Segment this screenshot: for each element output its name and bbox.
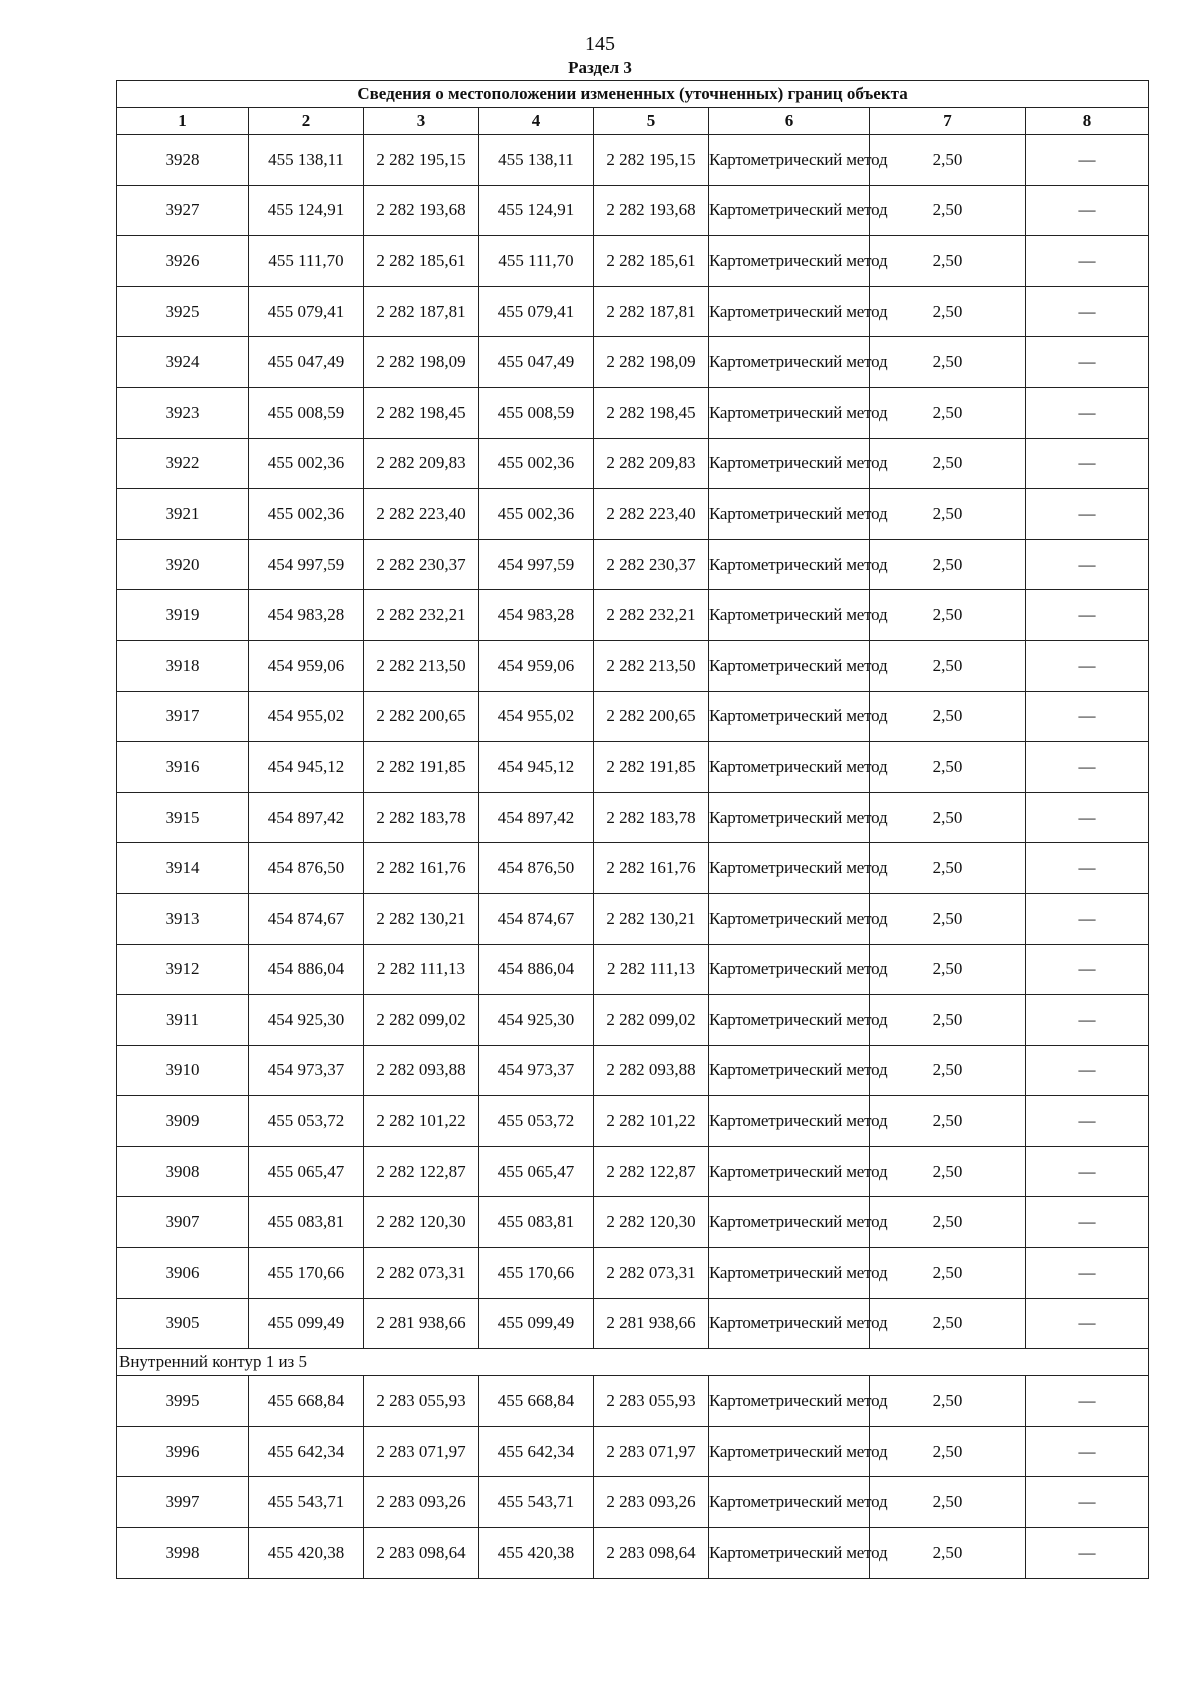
- cell-y-new: 2 282 161,76: [594, 843, 709, 894]
- cell-x-existing: 455 079,41: [249, 286, 364, 337]
- cell-col8: —: [1026, 640, 1149, 691]
- cell-method: Картометрический метод: [709, 489, 870, 540]
- column-number: 8: [1026, 108, 1149, 135]
- cell-y-existing: 2 282 187,81: [364, 286, 479, 337]
- cell-method: Картометрический метод: [709, 1426, 870, 1477]
- cell-method: Картометрический метод: [709, 1248, 870, 1299]
- cell-y-existing: 2 283 093,26: [364, 1477, 479, 1528]
- table-row: [117, 590, 1149, 641]
- table-row: [117, 944, 1149, 995]
- cell-x-existing: 454 897,42: [249, 792, 364, 843]
- cell-y-new: 2 282 073,31: [594, 1248, 709, 1299]
- column-number: 3: [364, 108, 479, 135]
- table-row: [117, 1045, 1149, 1096]
- cell-col8: —: [1026, 135, 1149, 186]
- cell-point-number: 3922: [117, 438, 249, 489]
- cell-method: Картометрический метод: [709, 1045, 870, 1096]
- cell-point-number: 3923: [117, 387, 249, 438]
- cell-y-existing: 2 282 193,68: [364, 185, 479, 236]
- cell-y-existing: 2 282 099,02: [364, 995, 479, 1046]
- table-row: [117, 1376, 1149, 1427]
- table-row: [117, 135, 1149, 186]
- cell-x-new: 454 959,06: [479, 640, 594, 691]
- cell-point-number: 3911: [117, 995, 249, 1046]
- cell-x-new: 454 886,04: [479, 944, 594, 995]
- table-body: [117, 135, 1149, 1349]
- cell-x-new: 455 138,11: [479, 135, 594, 186]
- cell-method: Картометрический метод: [709, 1096, 870, 1147]
- cell-col8: —: [1026, 742, 1149, 793]
- cell-col8: —: [1026, 843, 1149, 894]
- cell-accuracy: 2,50: [870, 1477, 1026, 1528]
- cell-x-new: 454 897,42: [479, 792, 594, 843]
- cell-x-existing: 455 420,38: [249, 1528, 364, 1579]
- cell-col8: —: [1026, 691, 1149, 742]
- cell-y-existing: 2 282 195,15: [364, 135, 479, 186]
- cell-col8: —: [1026, 1146, 1149, 1197]
- cell-x-existing: 454 983,28: [249, 590, 364, 641]
- table-row: [117, 489, 1149, 540]
- cell-accuracy: 2,50: [870, 691, 1026, 742]
- cell-col8: —: [1026, 1096, 1149, 1147]
- cell-x-new: 455 083,81: [479, 1197, 594, 1248]
- cell-x-new: 454 945,12: [479, 742, 594, 793]
- cell-x-existing: 454 997,59: [249, 539, 364, 590]
- cell-accuracy: 2,50: [870, 286, 1026, 337]
- cell-y-new: 2 283 098,64: [594, 1528, 709, 1579]
- cell-accuracy: 2,50: [870, 1528, 1026, 1579]
- cell-col8: —: [1026, 1426, 1149, 1477]
- cell-x-existing: 455 642,34: [249, 1426, 364, 1477]
- cell-method: Картометрический метод: [709, 843, 870, 894]
- cell-x-existing: 454 955,02: [249, 691, 364, 742]
- column-number: 4: [479, 108, 594, 135]
- cell-accuracy: 2,50: [870, 1298, 1026, 1349]
- contour-header-row: [117, 1349, 1149, 1376]
- cell-y-existing: 2 282 073,31: [364, 1248, 479, 1299]
- cell-y-new: 2 282 230,37: [594, 539, 709, 590]
- table-row: [117, 640, 1149, 691]
- cell-x-new: 455 111,70: [479, 236, 594, 287]
- cell-y-new: 2 282 185,61: [594, 236, 709, 287]
- cell-point-number: 3908: [117, 1146, 249, 1197]
- cell-y-new: 2 283 093,26: [594, 1477, 709, 1528]
- cell-point-number: 3906: [117, 1248, 249, 1299]
- cell-y-new: 2 282 101,22: [594, 1096, 709, 1147]
- cell-point-number: 3928: [117, 135, 249, 186]
- cell-y-existing: 2 282 200,65: [364, 691, 479, 742]
- cell-y-existing: 2 282 230,37: [364, 539, 479, 590]
- cell-x-new: 454 983,28: [479, 590, 594, 641]
- cell-x-existing: 455 099,49: [249, 1298, 364, 1349]
- cell-point-number: 3926: [117, 236, 249, 287]
- cell-col8: —: [1026, 438, 1149, 489]
- cell-point-number: 3921: [117, 489, 249, 540]
- cell-method: Картометрический метод: [709, 792, 870, 843]
- cell-y-existing: 2 282 185,61: [364, 236, 479, 287]
- cell-x-new: 454 955,02: [479, 691, 594, 742]
- table-row: [117, 843, 1149, 894]
- table-row: [117, 236, 1149, 287]
- cell-col8: —: [1026, 1248, 1149, 1299]
- table-row: [117, 1197, 1149, 1248]
- cell-x-existing: 454 925,30: [249, 995, 364, 1046]
- table-row: [117, 995, 1149, 1046]
- contour-label: Внутренний контур 1 из 5: [117, 1349, 1149, 1376]
- cell-y-new: 2 282 183,78: [594, 792, 709, 843]
- cell-point-number: 3920: [117, 539, 249, 590]
- cell-y-new: 2 282 193,68: [594, 185, 709, 236]
- cell-col8: —: [1026, 489, 1149, 540]
- cell-point-number: 3997: [117, 1477, 249, 1528]
- cell-method: Картометрический метод: [709, 742, 870, 793]
- cell-x-new: 454 876,50: [479, 843, 594, 894]
- cell-x-new: 455 124,91: [479, 185, 594, 236]
- cell-accuracy: 2,50: [870, 1045, 1026, 1096]
- cell-point-number: 3914: [117, 843, 249, 894]
- column-number: 5: [594, 108, 709, 135]
- table-row: [117, 691, 1149, 742]
- cell-x-new: 454 925,30: [479, 995, 594, 1046]
- cell-col8: —: [1026, 286, 1149, 337]
- column-number: 7: [870, 108, 1026, 135]
- table-caption: Сведения о местоположении измененных (уточненных) границ объекта: [117, 81, 1149, 108]
- table-row: [117, 1146, 1149, 1197]
- cell-point-number: 3905: [117, 1298, 249, 1349]
- cell-method: Картометрический метод: [709, 995, 870, 1046]
- cell-method: Картометрический метод: [709, 590, 870, 641]
- cell-accuracy: 2,50: [870, 539, 1026, 590]
- cell-y-existing: 2 281 938,66: [364, 1298, 479, 1349]
- cell-y-existing: 2 282 183,78: [364, 792, 479, 843]
- cell-point-number: 3925: [117, 286, 249, 337]
- cell-method: Картометрический метод: [709, 1477, 870, 1528]
- cell-x-new: 455 668,84: [479, 1376, 594, 1427]
- column-number: 1: [117, 108, 249, 135]
- cell-accuracy: 2,50: [870, 944, 1026, 995]
- cell-point-number: 3912: [117, 944, 249, 995]
- cell-y-new: 2 283 071,97: [594, 1426, 709, 1477]
- cell-y-new: 2 281 938,66: [594, 1298, 709, 1349]
- cell-x-existing: 455 065,47: [249, 1146, 364, 1197]
- cell-method: Картометрический метод: [709, 1376, 870, 1427]
- coordinates-table: [116, 80, 1149, 1579]
- section-title: Раздел 3: [568, 58, 632, 77]
- cell-y-new: 2 282 198,45: [594, 387, 709, 438]
- cell-y-new: 2 282 130,21: [594, 893, 709, 944]
- cell-col8: —: [1026, 893, 1149, 944]
- cell-accuracy: 2,50: [870, 1426, 1026, 1477]
- cell-col8: —: [1026, 995, 1149, 1046]
- cell-point-number: 3916: [117, 742, 249, 793]
- cell-y-existing: 2 282 111,13: [364, 944, 479, 995]
- cell-y-new: 2 282 120,30: [594, 1197, 709, 1248]
- cell-col8: —: [1026, 337, 1149, 388]
- cell-x-new: 455 053,72: [479, 1096, 594, 1147]
- cell-x-new: 455 002,36: [479, 489, 594, 540]
- cell-method: Картометрический метод: [709, 286, 870, 337]
- cell-x-new: 455 420,38: [479, 1528, 594, 1579]
- cell-y-new: 2 282 232,21: [594, 590, 709, 641]
- cell-x-existing: 455 008,59: [249, 387, 364, 438]
- cell-x-existing: 455 047,49: [249, 337, 364, 388]
- cell-y-new: 2 282 209,83: [594, 438, 709, 489]
- cell-col8: —: [1026, 539, 1149, 590]
- cell-x-new: 455 170,66: [479, 1248, 594, 1299]
- cell-x-new: 455 065,47: [479, 1146, 594, 1197]
- cell-col8: —: [1026, 236, 1149, 287]
- cell-accuracy: 2,50: [870, 1376, 1026, 1427]
- cell-x-existing: 455 053,72: [249, 1096, 364, 1147]
- table-row: [117, 438, 1149, 489]
- cell-x-existing: 455 083,81: [249, 1197, 364, 1248]
- cell-y-new: 2 282 187,81: [594, 286, 709, 337]
- table-row: [117, 1528, 1149, 1579]
- cell-x-new: 455 079,41: [479, 286, 594, 337]
- table-row: [117, 1298, 1149, 1349]
- cell-y-new: 2 282 191,85: [594, 742, 709, 793]
- cell-method: Картометрический метод: [709, 337, 870, 388]
- cell-x-new: 455 543,71: [479, 1477, 594, 1528]
- cell-accuracy: 2,50: [870, 995, 1026, 1046]
- table-row: [117, 337, 1149, 388]
- cell-accuracy: 2,50: [870, 438, 1026, 489]
- cell-method: Картометрический метод: [709, 893, 870, 944]
- cell-y-new: 2 282 099,02: [594, 995, 709, 1046]
- cell-method: Картометрический метод: [709, 1197, 870, 1248]
- table-row: [117, 539, 1149, 590]
- cell-x-new: 455 642,34: [479, 1426, 594, 1477]
- table-row: [117, 185, 1149, 236]
- cell-accuracy: 2,50: [870, 387, 1026, 438]
- cell-accuracy: 2,50: [870, 590, 1026, 641]
- cell-y-existing: 2 282 093,88: [364, 1045, 479, 1096]
- cell-y-existing: 2 282 213,50: [364, 640, 479, 691]
- cell-y-existing: 2 283 055,93: [364, 1376, 479, 1427]
- column-number: 6: [709, 108, 870, 135]
- table-row: [117, 742, 1149, 793]
- cell-point-number: 3909: [117, 1096, 249, 1147]
- cell-point-number: 3995: [117, 1376, 249, 1427]
- cell-x-existing: 454 874,67: [249, 893, 364, 944]
- cell-col8: —: [1026, 387, 1149, 438]
- cell-accuracy: 2,50: [870, 1248, 1026, 1299]
- cell-method: Картометрический метод: [709, 185, 870, 236]
- cell-method: Картометрический метод: [709, 1528, 870, 1579]
- cell-y-existing: 2 282 232,21: [364, 590, 479, 641]
- table-row: [117, 792, 1149, 843]
- cell-col8: —: [1026, 1045, 1149, 1096]
- cell-accuracy: 2,50: [870, 742, 1026, 793]
- table-row: [117, 387, 1149, 438]
- cell-accuracy: 2,50: [870, 1197, 1026, 1248]
- cell-x-existing: 454 886,04: [249, 944, 364, 995]
- cell-accuracy: 2,50: [870, 1096, 1026, 1147]
- cell-x-existing: 455 138,11: [249, 135, 364, 186]
- cell-x-existing: 454 945,12: [249, 742, 364, 793]
- cell-x-existing: 454 959,06: [249, 640, 364, 691]
- table-row: [117, 1426, 1149, 1477]
- cell-method: Картометрический метод: [709, 438, 870, 489]
- cell-point-number: 3924: [117, 337, 249, 388]
- cell-x-existing: 455 124,91: [249, 185, 364, 236]
- cell-x-new: 455 008,59: [479, 387, 594, 438]
- table-row: [117, 1248, 1149, 1299]
- cell-col8: —: [1026, 590, 1149, 641]
- cell-x-existing: 455 668,84: [249, 1376, 364, 1427]
- cell-x-new: 455 047,49: [479, 337, 594, 388]
- cell-y-existing: 2 282 120,30: [364, 1197, 479, 1248]
- cell-x-new: 455 002,36: [479, 438, 594, 489]
- cell-method: Картометрический метод: [709, 1298, 870, 1349]
- cell-point-number: 3918: [117, 640, 249, 691]
- cell-method: Картометрический метод: [709, 640, 870, 691]
- cell-y-existing: 2 283 071,97: [364, 1426, 479, 1477]
- cell-y-existing: 2 282 198,45: [364, 387, 479, 438]
- cell-accuracy: 2,50: [870, 489, 1026, 540]
- cell-col8: —: [1026, 1197, 1149, 1248]
- cell-accuracy: 2,50: [870, 1146, 1026, 1197]
- cell-col8: —: [1026, 1528, 1149, 1579]
- cell-x-existing: 455 170,66: [249, 1248, 364, 1299]
- cell-col8: —: [1026, 944, 1149, 995]
- cell-method: Картометрический метод: [709, 135, 870, 186]
- table-row: [117, 1096, 1149, 1147]
- cell-y-existing: 2 282 223,40: [364, 489, 479, 540]
- cell-y-existing: 2 282 101,22: [364, 1096, 479, 1147]
- cell-y-new: 2 282 200,65: [594, 691, 709, 742]
- cell-point-number: 3996: [117, 1426, 249, 1477]
- cell-col8: —: [1026, 1477, 1149, 1528]
- cell-y-new: 2 282 111,13: [594, 944, 709, 995]
- cell-accuracy: 2,50: [870, 640, 1026, 691]
- cell-accuracy: 2,50: [870, 337, 1026, 388]
- cell-method: Картометрический метод: [709, 387, 870, 438]
- cell-method: Картометрический метод: [709, 236, 870, 287]
- cell-y-existing: 2 282 209,83: [364, 438, 479, 489]
- cell-x-new: 455 099,49: [479, 1298, 594, 1349]
- cell-x-existing: 455 543,71: [249, 1477, 364, 1528]
- cell-point-number: 3998: [117, 1528, 249, 1579]
- cell-accuracy: 2,50: [870, 843, 1026, 894]
- cell-col8: —: [1026, 185, 1149, 236]
- cell-y-existing: 2 282 130,21: [364, 893, 479, 944]
- cell-y-new: 2 282 213,50: [594, 640, 709, 691]
- cell-point-number: 3915: [117, 792, 249, 843]
- column-number: 2: [249, 108, 364, 135]
- cell-y-existing: 2 282 161,76: [364, 843, 479, 894]
- cell-x-existing: 455 002,36: [249, 438, 364, 489]
- cell-point-number: 3919: [117, 590, 249, 641]
- cell-x-existing: 455 111,70: [249, 236, 364, 287]
- cell-accuracy: 2,50: [870, 236, 1026, 287]
- cell-y-new: 2 282 223,40: [594, 489, 709, 540]
- contour-table-body: [117, 1376, 1149, 1578]
- table-row: [117, 893, 1149, 944]
- cell-y-new: 2 282 122,87: [594, 1146, 709, 1197]
- cell-method: Картометрический метод: [709, 1146, 870, 1197]
- table-row: [117, 1477, 1149, 1528]
- cell-y-existing: 2 282 191,85: [364, 742, 479, 793]
- cell-x-existing: 454 876,50: [249, 843, 364, 894]
- page-number: 145: [585, 33, 615, 55]
- cell-accuracy: 2,50: [870, 792, 1026, 843]
- cell-x-existing: 455 002,36: [249, 489, 364, 540]
- cell-point-number: 3927: [117, 185, 249, 236]
- cell-point-number: 3910: [117, 1045, 249, 1096]
- cell-y-existing: 2 283 098,64: [364, 1528, 479, 1579]
- cell-y-new: 2 283 055,93: [594, 1376, 709, 1427]
- cell-col8: —: [1026, 1376, 1149, 1427]
- cell-accuracy: 2,50: [870, 893, 1026, 944]
- cell-col8: —: [1026, 792, 1149, 843]
- cell-method: Картометрический метод: [709, 539, 870, 590]
- cell-y-existing: 2 282 122,87: [364, 1146, 479, 1197]
- table-row: [117, 286, 1149, 337]
- cell-y-new: 2 282 198,09: [594, 337, 709, 388]
- cell-col8: —: [1026, 1298, 1149, 1349]
- cell-y-new: 2 282 093,88: [594, 1045, 709, 1096]
- cell-point-number: 3907: [117, 1197, 249, 1248]
- cell-accuracy: 2,50: [870, 135, 1026, 186]
- cell-accuracy: 2,50: [870, 185, 1026, 236]
- cell-x-new: 454 874,67: [479, 893, 594, 944]
- cell-method: Картометрический метод: [709, 691, 870, 742]
- cell-x-new: 454 997,59: [479, 539, 594, 590]
- cell-x-existing: 454 973,37: [249, 1045, 364, 1096]
- cell-y-existing: 2 282 198,09: [364, 337, 479, 388]
- cell-y-new: 2 282 195,15: [594, 135, 709, 186]
- cell-point-number: 3913: [117, 893, 249, 944]
- cell-x-new: 454 973,37: [479, 1045, 594, 1096]
- cell-point-number: 3917: [117, 691, 249, 742]
- cell-method: Картометрический метод: [709, 944, 870, 995]
